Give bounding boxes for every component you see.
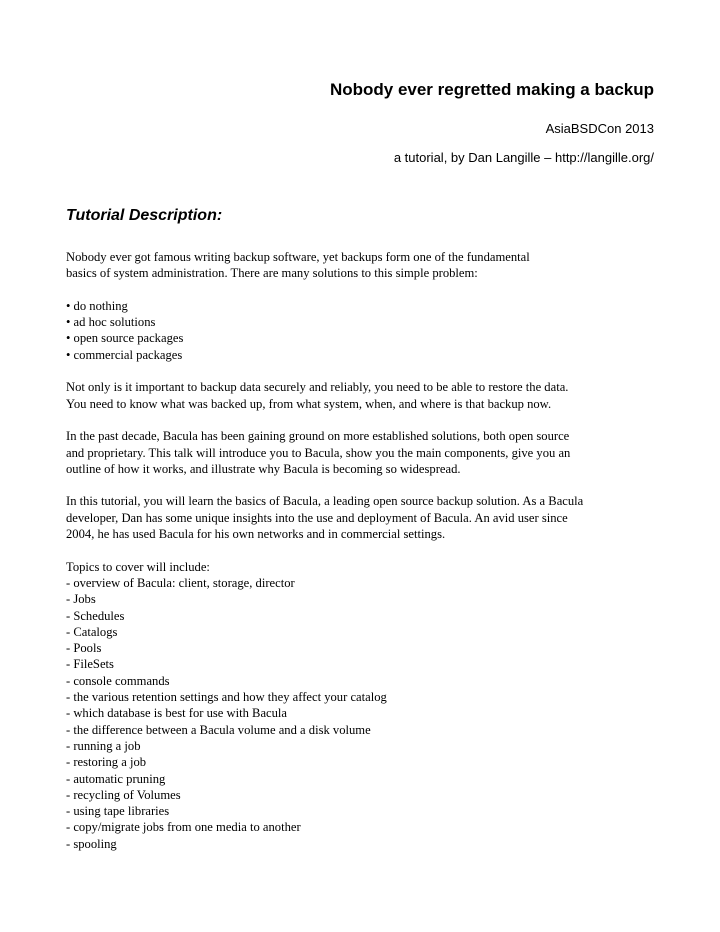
conference-name: AsiaBSDCon 2013 — [545, 121, 654, 136]
topic-item: - restoring a job — [66, 755, 147, 770]
paragraph-line: 2004, he has used Bacula for his own networks and in commercial settings. — [66, 527, 446, 542]
topic-item: - overview of Bacula: client, storage, director — [66, 575, 295, 590]
topic-item: - using tape libraries — [66, 804, 170, 819]
topic-item: - copy/migrate jobs from one media to another — [66, 820, 301, 835]
paragraph-line: You need to know what was backed up, from what system, when, and where is that backup now. — [66, 396, 552, 411]
topic-item: - FileSets — [66, 657, 114, 672]
topic-item: - Pools — [66, 641, 102, 656]
author-byline: a tutorial, by Dan Langille – http://langille.org/ — [393, 150, 654, 165]
document-body — [66, 249, 666, 852]
document-title: Nobody ever regretted making a backup — [329, 80, 654, 99]
topic-item: - spooling — [66, 836, 117, 851]
section-heading: Tutorial Description: — [66, 207, 223, 224]
topic-item: - console commands — [66, 673, 170, 688]
topics-intro: Topics to cover will include: — [66, 559, 210, 574]
paragraph-line: In this tutorial, you will learn the basics of Bacula, a leading open source backup solution. As a Bacula — [66, 494, 584, 509]
topic-item: - Jobs — [66, 592, 96, 607]
paragraph-gap — [66, 363, 666, 379]
topic-item: - Schedules — [66, 608, 125, 623]
paragraph-gap — [66, 412, 666, 428]
intro-line: Nobody ever got famous writing backup software, yet backups form one of the fundamental — [66, 250, 530, 264]
solution-item: • ad hoc solutions — [66, 315, 156, 330]
solution-item: • open source packages — [66, 331, 184, 346]
paragraph-line: Not only is it important to backup data securely and reliably, you need to be able to restore the data. — [66, 380, 569, 395]
paragraph-gap — [66, 542, 666, 558]
paragraph-line: outline of how it works, and illustrate why Bacula is becoming so widespread. — [66, 461, 461, 476]
paragraph-line: developer, Dan has some unique insights into the use and deployment of Bacula. An avid user since — [66, 510, 568, 525]
paragraph-gap — [66, 477, 666, 493]
topic-item: - the difference between a Bacula volume and a disk volume — [66, 722, 371, 737]
solution-item: • do nothing — [66, 298, 128, 313]
topic-item: - automatic pruning — [66, 771, 166, 786]
topic-item: - the various retention settings and how they affect your catalog — [66, 690, 387, 705]
topic-item: - which database is best for use with Bacula — [66, 706, 288, 721]
topic-item: - running a job — [66, 738, 141, 753]
paragraph-gap — [66, 282, 666, 298]
paragraph-line: and proprietary. This talk will introduce you to Bacula, show you the main components, give you an — [66, 445, 571, 460]
topic-item: - Catalogs — [66, 624, 118, 639]
intro-line: basics of system administration. There are many solutions to this simple problem: — [66, 266, 478, 281]
solution-item: • commercial packages — [66, 347, 183, 362]
paragraph-line: In the past decade, Bacula has been gaining ground on more established solutions, both open source — [66, 429, 570, 444]
topic-item: - recycling of Volumes — [66, 787, 181, 802]
